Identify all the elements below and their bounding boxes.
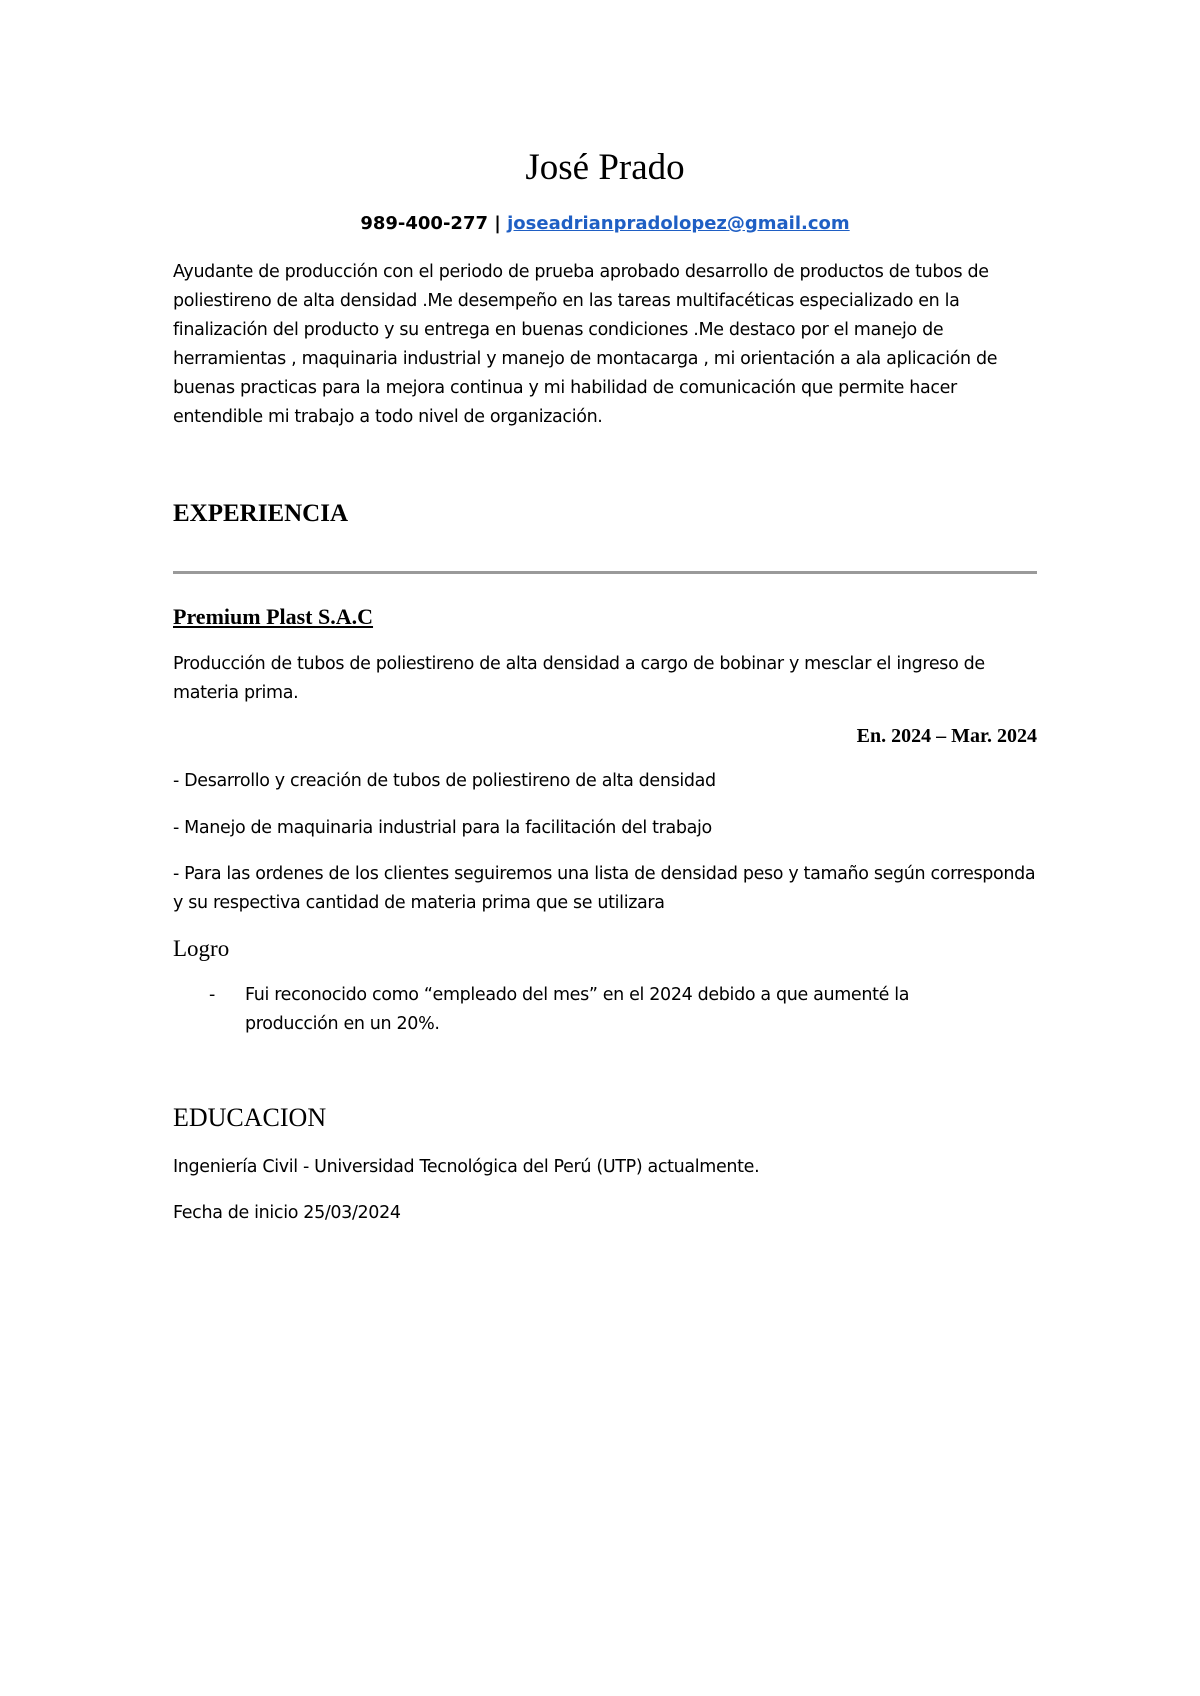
experience-bullet: - Desarrollo y creación de tubos de poliestireno de alta densidad <box>173 771 716 791</box>
experience-heading: EXPERIENCIA <box>173 500 349 527</box>
achievement-dash: - <box>209 985 215 1005</box>
candidate-name: José Prado <box>525 147 685 188</box>
employment-dates: En. 2024 – Mar. 2024 <box>856 725 1037 747</box>
section-divider <box>173 571 1037 574</box>
email-link[interactable]: joseadrianpradolopez@gmail.com <box>507 213 850 234</box>
contact-separator: | <box>488 213 508 234</box>
summary-paragraph: Ayudante de producción con el periodo de prueba aprobado desarrollo de productos de tubos de poliestireno de alta densidad .Me desempeño en las tareas multifacéticas especializado en la finalización del producto y su entrega en buenas condiciones .Me destaco por el manejo de herramientas , maquinaria industrial y manejo de montacarga , mi orientación a ala aplicación de buenas practicas para la mejora continua y mi habilidad de comunicación que permite hacer entendible mi trabajo a todo nivel de organización. <box>173 262 998 427</box>
experience-bullet: - Manejo de maquinaria industrial para la facilitación del trabajo <box>173 818 712 838</box>
education-start-date: Fecha de inicio 25/03/2024 <box>173 1203 401 1223</box>
contact-line <box>173 212 1037 236</box>
achievement-text: Fui reconocido como “empleado del mes” en el 2024 debido a que aumenté la producción en un 20%. <box>245 985 910 1034</box>
company-description: Producción de tubos de poliestireno de alta densidad a cargo de bobinar y mesclar el ingreso de materia prima. <box>173 654 985 703</box>
education-degree: Ingeniería Civil - Universidad Tecnológica del Perú (UTP) actualmente. <box>173 1157 760 1177</box>
phone-number: 989-400-277 <box>360 213 489 234</box>
achievement-heading: Logro <box>173 936 230 961</box>
education-heading: EDUCACION <box>173 1103 327 1132</box>
company-name: Premium Plast S.A.C <box>173 604 374 629</box>
experience-bullet: - Para las ordenes de los clientes seguiremos una lista de densidad peso y tamaño según corresponda y su respectiva cantidad de materia prima que se utilizara <box>173 864 1036 913</box>
